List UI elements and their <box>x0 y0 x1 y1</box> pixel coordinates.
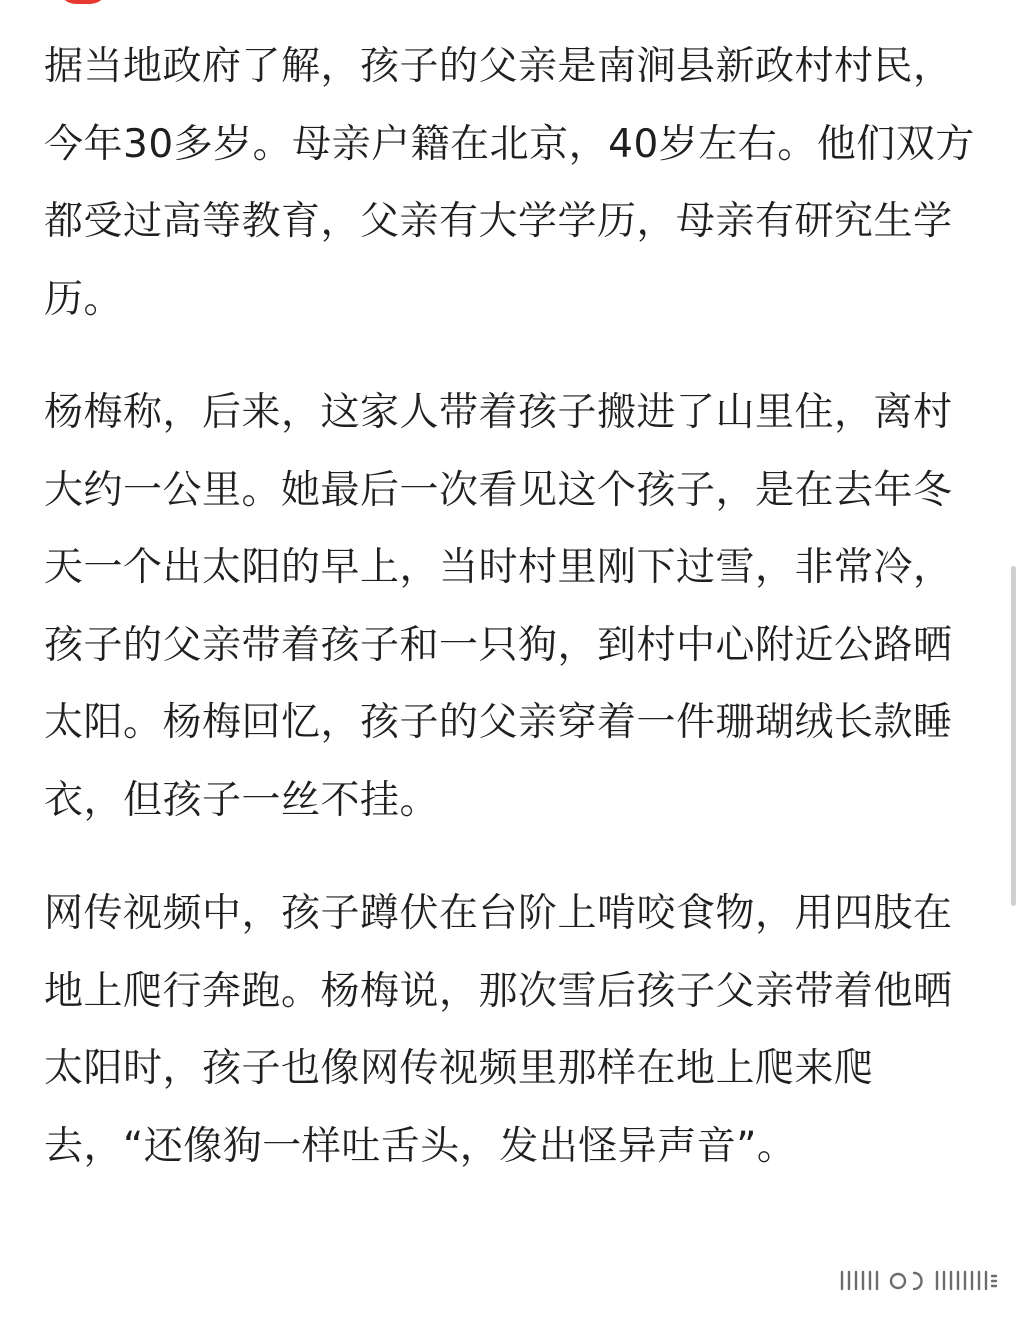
watermark-icon <box>836 1268 1000 1294</box>
article-paragraph-1: 据当地政府了解，孩子的父亲是南涧县新政村村民，今年30多岁。母亲户籍在北京，40岁左右。他们双方都受过高等教育，父亲有大学学历，母亲有研究生学历。 <box>44 44 975 322</box>
vertical-scrollbar[interactable] <box>1011 566 1016 906</box>
article-paragraph-2: 杨梅称，后来，这家人带着孩子搬进了山里住，离村大约一公里。她最后一次看见这个孩子，是在去年冬天一个出太阳的早上，当时村里刚下过雪，非常冷，孩子的父亲带着孩子和一只狗，到村中心附近公路晒太阳。杨梅回忆，孩子的父亲穿着一件珊瑚绒长款睡衣，但孩子一丝不挂。 <box>44 390 953 823</box>
article-body <box>44 28 984 1185</box>
top-red-fragment <box>58 0 108 4</box>
article-paragraph-3: 网传视频中，孩子蹲伏在台阶上啃咬食物，用四肢在地上爬行奔跑。杨梅说，那次雪后孩子父亲带着他晒太阳时，孩子也像网传视频里那样在地上爬来爬去，“还像狗一样吐舌头，发出怪异声音”。 <box>44 891 953 1169</box>
